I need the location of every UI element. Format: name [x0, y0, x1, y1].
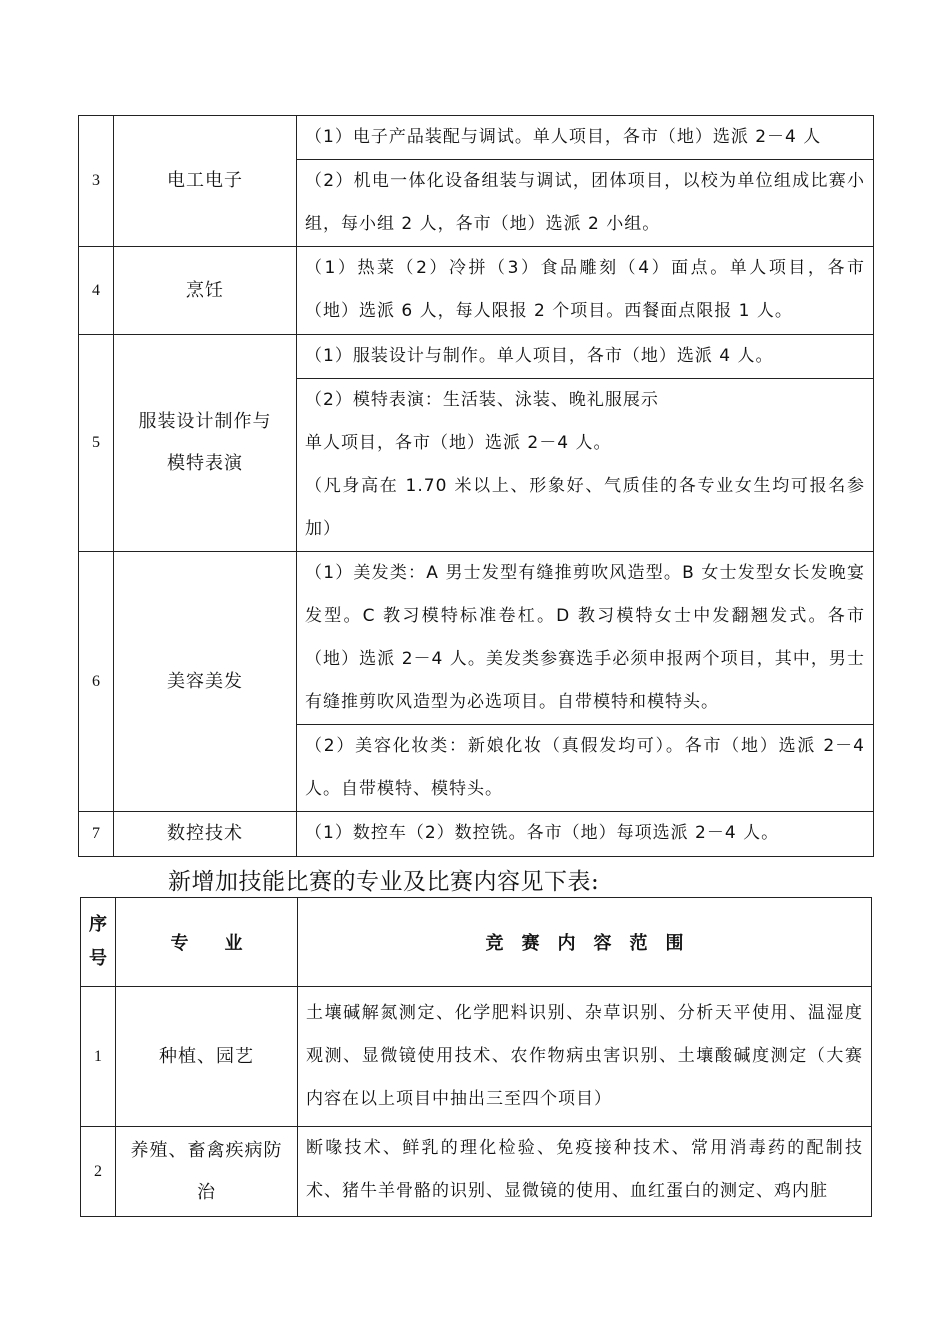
competition-item: （1）数控车（2）数控铣。各市（地）每项选派 2－4 人。	[305, 823, 780, 843]
table-row	[81, 987, 872, 1127]
column-header-content: 竞 赛 内 容 范 围	[298, 898, 872, 987]
competition-item: （2）机电一体化设备组装与调试，团体项目，以校为单位组成比赛小组，每小组 2 人，各市（地）选派 2 小组。	[297, 159, 873, 246]
table-row	[79, 335, 874, 552]
row-number: 2	[81, 1127, 116, 1217]
major-name: 电工电子	[114, 116, 297, 247]
row-number: 4	[79, 247, 114, 335]
competition-content: 土壤碱解氮测定、化学肥料识别、杂草识别、分析天平使用、温湿度观测、显微镜使用技术、农作物病虫害识别、土壤酸碱度测定（大赛内容在以上项目中抽出三至四个项目）	[306, 1003, 863, 1109]
major-name: 种植、园艺	[116, 987, 298, 1127]
competition-item: （1）热菜（2）冷拼（3）食品雕刻（4）面点。单人项目，各市（地）选派 6 人，每人限报 2 个项目。西餐面点限报 1 人。	[305, 258, 865, 321]
major-name	[114, 335, 297, 552]
major-name	[116, 1127, 298, 1217]
competition-item: （1）美发类：A 男士发型有缝推剪吹风造型。B 女士发型女长发晚宴发型。C 教习模特标准卷杠。D 教习模特女士中发翻翘发式。各市（地）选派 2－4 人。美发类参赛选手必须申报两个项目，其中，男士有缝推剪吹风造型为必选项目。自带模特和模特头。	[305, 563, 865, 712]
competition-content: 断喙技术、鲜乳的理化检验、免疫接种技术、常用消毒药的配制技术、猪牛羊骨骼的识别、显微镜的使用、血红蛋白的测定、鸡内脏	[306, 1138, 863, 1201]
competition-item	[297, 378, 873, 551]
competition-item: （1）服装设计与制作。单人项目，各市（地）选派 4 人。	[305, 346, 774, 366]
major-name-line: 模特表演	[167, 453, 243, 474]
item-line: 单人项目，各市（地）选派 2－4 人。	[305, 433, 612, 453]
competition-item: （2）美容化妆类：新娘化妆（真假发均可）。各市（地）选派 2－4 人。自带模特、模特头。	[297, 724, 873, 811]
row-number: 3	[79, 116, 114, 247]
major-name: 美容美发	[114, 552, 297, 812]
row-number: 5	[79, 335, 114, 552]
major-name: 数控技术	[114, 812, 297, 857]
header-line: 序	[89, 914, 107, 935]
major-name-line: 养殖、畜禽疾病防	[130, 1139, 283, 1161]
row-number: 7	[79, 812, 114, 857]
competition-table-existing	[78, 115, 874, 857]
table-row	[79, 247, 874, 335]
section-caption: 新增加技能比赛的专业及比赛内容见下表:	[168, 869, 600, 895]
major-name-line: 治	[197, 1181, 216, 1203]
table-row	[79, 812, 874, 857]
table-row	[81, 1127, 872, 1217]
column-header-major: 专 业	[116, 898, 298, 987]
column-header-number	[81, 898, 116, 987]
major-name: 烹饪	[114, 247, 297, 335]
competition-table-new	[80, 897, 872, 1217]
major-name-line: 服装设计制作与	[138, 411, 272, 432]
item-line: （凡身高在 1.70 米以上、形象好、气质佳的各专业女生均可报名参加）	[305, 476, 865, 539]
competition-item: （1）电子产品装配与调试。单人项目，各市（地）选派 2－4 人	[305, 127, 822, 147]
row-number: 6	[79, 552, 114, 812]
item-line: （2）模特表演：生活装、泳装、晚礼服展示	[305, 390, 659, 410]
header-line: 号	[89, 948, 107, 969]
row-number: 1	[81, 987, 116, 1127]
table-row	[79, 116, 874, 247]
table-row	[79, 552, 874, 812]
table-header-row	[81, 898, 872, 987]
